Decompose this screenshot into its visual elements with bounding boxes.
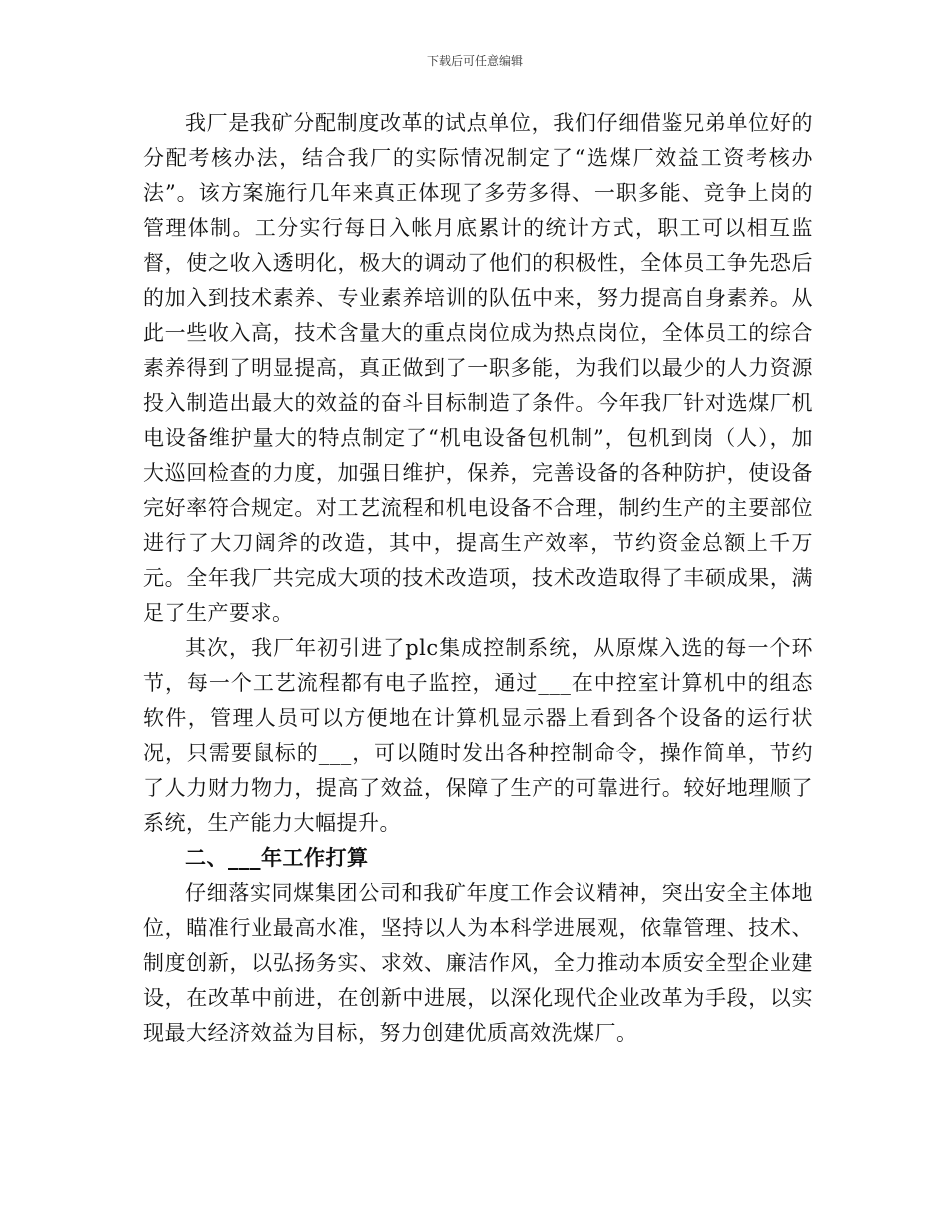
page-header: 下载后可任意编辑	[426, 54, 523, 68]
section-heading: 二、___年工作打算	[185, 846, 369, 870]
paragraph: 其次，我厂年初引进了plc集成控制系统，从原煤入选的每一个环节，每一个工艺流程都有电子监控，通过___在中控室计算机中的组态软件，管理人员可以方便地在计算机显示器上看到各个设备的运行状况，只需要鼠标的___，可以随时发出各种控制命令，操作简单，节约了人力财力物力，提高了效益，保障了生产的可靠进行。较好地理顺了系统，生产能力大幅提升。	[143, 636, 813, 835]
paragraph: 我厂是我矿分配制度改革的试点单位，我们仔细借鉴兄弟单位好的分配考核办法，结合我厂的实际情况制定了“选煤厂效益工资考核办法”。该方案施行几年来真正体现了多劳多得、一职多能、竞争上岗的管理体制。工分实行每日入帐月底累计的统计方式，职工可以相互监督，使之收入透明化，极大的调动了他们的积极性，全体员工争先恐后的加入到技术素养、专业素养培训的队伍中来，努力提高自身素养。从此一些收入高，技术含量大的重点岗位成为热点岗位，全体员工的综合素养得到了明显提高，真正做到了一职多能，为我们以最少的人力资源投入制造出最大的效益的奋斗目标制造了条件。今年我厂针对选煤厂机电设备维护量大的特点制定了“机电设备包机制”，包机到岗（人），加大巡回检查的力度，加强日维护，保养，完善设备的各种防护，使设备完好率符合规定。对工艺流程和机电设备不合理，制约生产的主要部位进行了大刀阔斧的改造，其中，提高生产效率，节约资金总额上千万元。全年我厂共完成大项的技术改造项，技术改造取得了丰硕成果，满足了生产要求。	[143, 111, 813, 625]
paragraph: 仔细落实同煤集团公司和我矿年度工作会议精神，突出安全主体地位，瞄准行业最高水准，坚持以人为本科学进展观，依靠管理、技术、制度创新，以弘扬务实、求效、廉洁作风，全力推动本质安全型企业建设，在改革中前进，在创新中进展，以深化现代企业改革为手段，以实现最大经济效益为目标，努力创建优质高效洗煤厂。	[143, 881, 813, 1045]
document-body	[143, 106, 813, 1051]
